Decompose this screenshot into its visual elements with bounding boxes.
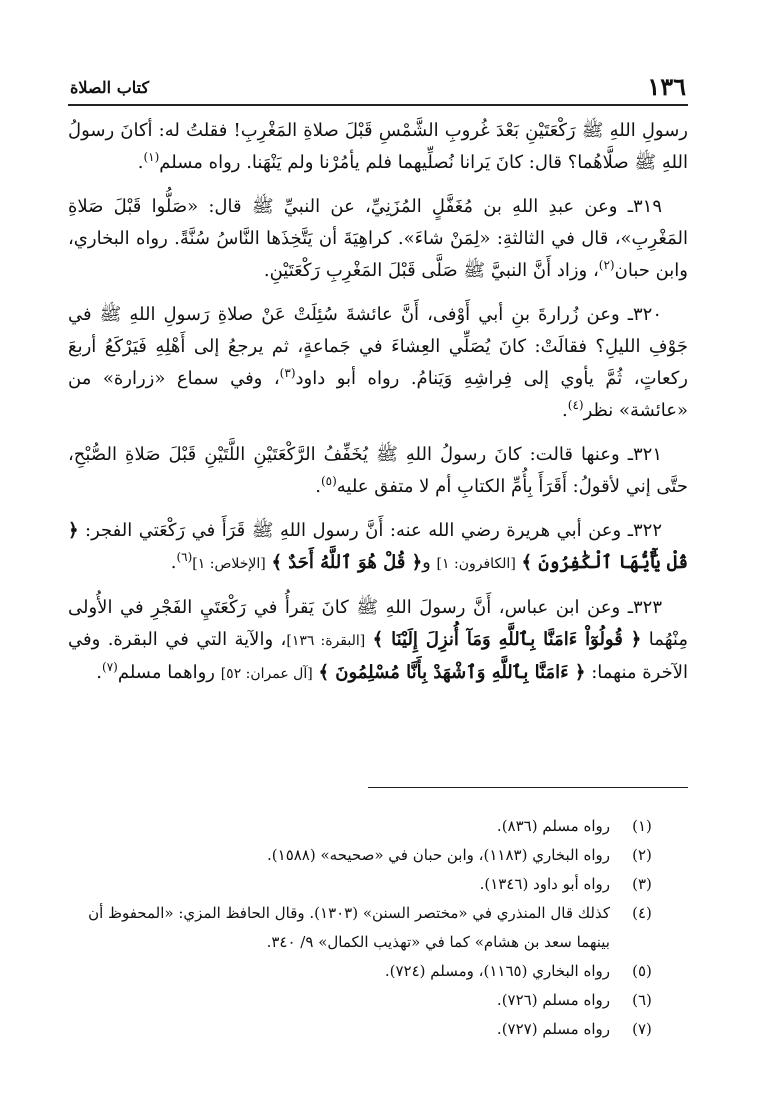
footnote-text: رواه مسلم (٨٣٦). [496, 817, 610, 835]
footnote-text: رواه البخاري (١١٨٣)، وابن حبان في «صحيحه» (١٥٨٨). [267, 846, 610, 864]
hadith-319 [68, 191, 688, 287]
footnote-text: كذلك قال المنذري في «مختصر السنن» (١٣٠٣). وقال الحافظ المزي: «المحفوظ أن بينهما سعد بن هشام» كما في «تهذيب الكمال» ٩/ ٣٤٠. [88, 904, 610, 951]
book-title: كتاب الصلاة [70, 78, 150, 97]
conjunction: و [422, 552, 437, 573]
footnote-marker: (٧) [102, 660, 118, 674]
paragraph-text: رواهما مسلم [117, 662, 221, 683]
verse-reference: [الإخلاص: ١] [192, 556, 266, 572]
quran-verse: ﴿ قُلْ يَٰٓأَيُّهَا ٱلْكَٰفِرُونَ ﴾ [68, 520, 688, 573]
quran-verse: ﴿ قُولُوٓاْ ءَامَنَّا بِٱللَّهِ وَمَآ أُنزِلَ إِلَيْنَا ﴾ [372, 629, 642, 650]
quran-verse: ﴿ قُلْ هُوَ ٱللَّهُ أَحَدٌ ﴾ [271, 552, 423, 573]
paragraph-text: رسولِ اللهِ ﷺ رَكْعَتَيْنِ بَعْدَ غُروبِ الشَّمْسِ قَبْلَ صلاةِ المَغْرِبِ! فقلتُ له: أكانَ رسولُ اللهِ ﷺ صلَّاهُما؟ قال: كانَ يَرانا نُصلِّيهما فلم يأمُرْنا ولم يَنْهَنا. رواه مسلم [68, 120, 688, 173]
page-header [70, 72, 686, 102]
punctuation: . [170, 552, 177, 573]
footnote-number: (٦) [632, 991, 652, 1009]
punctuation: . [562, 400, 568, 421]
verse-reference: [الكافرون: ١] [436, 556, 516, 572]
footnote-number: (٤) [632, 904, 652, 922]
paragraph-text: ٣٢٠ـ وعن زُرارةَ بنِ أبي أَوْفى، أَنَّ عائشةَ سُئِلَتْ عَنْ صلاةِ رَسولِ اللهِ ﷺ في جَوْفِ الليلِ؟ فقالَتْ: كانَ يُصَلِّي العِشاءَ في جَماعةٍ، ثم يرجعُ إلى أَهْلِهِ فَيَرْكَعُ أربعَ ركعاتٍ، ثُمَّ يأوي إلى فِراشِهِ وَيَنامُ. رواه أبو داود [68, 304, 688, 389]
paragraph-text: ٣٢٣ـ وعن ابن عباس، أَنَّ رسولَ اللهِ ﷺ كانَ يَقرأُ في رَكْعَتَيِ الفَجْرِ في الأُولى مِنْهُما [68, 597, 688, 650]
footnote-item [70, 1015, 662, 1044]
footnote-item [70, 986, 662, 1015]
paragraph-text: ٣١٩ـ وعن عبدِ اللهِ بن مُغَفَّلٍ المُزَنِيِّ، عن النبيِّ ﷺ قال: «صَلُّوا قَبْلَ صَلاةِ المَغْرِبِ»، قال في الثالثةِ: «لِمَنْ شاءَ». كراهِيَةَ أن يَتَّخِذَها النَّاسُ سُنَّةً. رواه البخاري، وابن حبان [68, 196, 688, 281]
footnote-item [70, 957, 662, 986]
footnote-number: (٥) [632, 962, 652, 980]
footnote-divider [368, 787, 688, 788]
footnote-number: (٢) [632, 846, 652, 864]
footnote-item [70, 899, 662, 957]
footnote-number: (٣) [632, 875, 652, 893]
footnote-marker: (٣) [279, 366, 296, 380]
page-number: ١٣٦ [647, 72, 686, 101]
punctuation: . [137, 152, 144, 173]
hadith-320 [68, 299, 688, 427]
hadith-322 [68, 515, 688, 580]
main-text [68, 115, 688, 702]
footnote-number: (٧) [632, 1020, 652, 1038]
punctuation: . [315, 476, 321, 497]
footnote-number: (١) [632, 817, 652, 835]
footnote-marker: (٦) [176, 550, 193, 564]
footnote-text: رواه مسلم (٧٢٦). [496, 991, 610, 1009]
punctuation: . [96, 662, 103, 683]
verse-reference: [البقرة: ١٣٦] [286, 633, 366, 649]
paragraph-continuation [68, 115, 688, 179]
footnote-text: رواه البخاري (١١٦٥)، ومسلم (٧٢٤). [384, 962, 610, 980]
verse-reference: [آل عمران: ٥٢] [220, 666, 313, 682]
paragraph-text: ، وزاد أَنَّ النبيَّ ﷺ صَلَّى قَبْلَ المَغْرِبِ رَكْعَتَيْنِ. [263, 260, 599, 281]
paragraph-text: ، وفي سماع «زرارة» من «عائشة» نظر [68, 368, 688, 421]
footnote-item [70, 870, 662, 899]
paragraph-text: ، والآية التي في البقرة. وفي الآخرة منهما: [68, 629, 688, 683]
footnote-text: رواه مسلم (٧٢٧). [496, 1020, 610, 1038]
paragraph-text: ٣٢١ـ وعنها قالت: كانَ رسولُ اللهِ ﷺ يُخَفِّفُ الرَّكْعَتَيْنِ اللَّتَيْنِ قَبْلَ صَلاةِ الصُّبْحِ، حتَّى إني لأقولُ: أَقَرَأَ بِأُمِّ الكتابِ أم لا متفق عليه [68, 444, 688, 497]
hadith-323 [68, 592, 688, 690]
footnote-marker: (٥) [320, 474, 337, 488]
footnote-item [70, 812, 662, 841]
footnote-item [70, 841, 662, 870]
paragraph-text: ٣٢٢ـ وعن أبي هريرة رضي الله عنه: أَنَّ رسول اللهِ ﷺ قَرَأَ في رَكْعَتي الفجر: [85, 520, 662, 541]
footnote-marker: (٢) [598, 258, 615, 272]
footnote-marker: (١) [143, 150, 160, 164]
footnote-text: رواه أبو داود (١٣٤٦). [479, 875, 610, 893]
quran-verse: ﴿ ءَامَنَّا بِٱللَّهِ وَٱشْهَدْ بِأَنَّا مُسْلِمُونَ ﴾ [318, 662, 586, 683]
footnote-marker: (٤) [567, 398, 584, 412]
footnotes [70, 812, 662, 1044]
hadith-321 [68, 439, 688, 503]
header-divider [68, 104, 688, 106]
